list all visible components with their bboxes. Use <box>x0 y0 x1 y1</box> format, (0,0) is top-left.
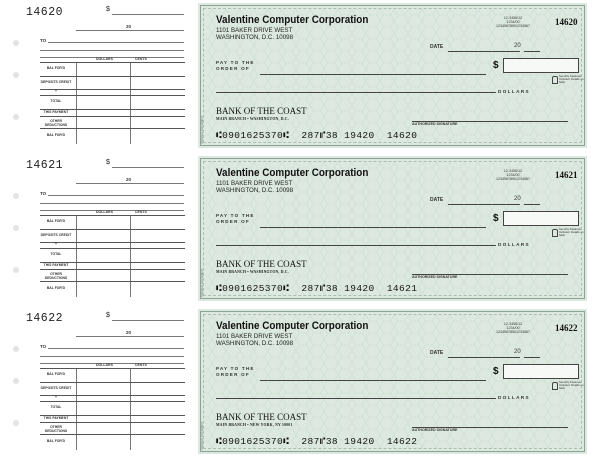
ledger-row[interactable] <box>40 62 185 63</box>
stub-cents-header: CENTS <box>135 57 147 61</box>
check-number: 14620 <box>555 17 578 27</box>
date-field[interactable] <box>448 357 520 358</box>
pay-to-line-2: ORDER OF <box>216 66 250 71</box>
stub-to-label: TO <box>40 38 47 43</box>
stub-amount-line[interactable] <box>112 14 184 15</box>
dollar-sign: $ <box>493 366 499 377</box>
stub-dollars-header: DOLLARS <box>96 57 113 61</box>
check-stub <box>0 0 195 150</box>
stub-dollar-sign: $ <box>106 312 110 319</box>
authorized-signature-label: AUTHORIZED SIGNATURE <box>412 122 458 126</box>
date-century: 20 <box>514 349 521 355</box>
routing-line-2: 1234/00 <box>506 326 520 331</box>
check <box>198 156 587 301</box>
written-amount-field[interactable] <box>216 398 496 399</box>
dollar-sign: $ <box>493 213 499 224</box>
ledger-divider <box>130 62 131 144</box>
micr-line: ⑆0901625370⑆ 287⑈38 19420 14622 <box>216 436 418 447</box>
stub-ledger <box>40 363 185 450</box>
routing-line-1: 12-3456/12 <box>503 169 523 173</box>
ledger-row[interactable] <box>40 281 185 282</box>
date-year-field[interactable] <box>524 357 540 358</box>
stub-to-line[interactable] <box>48 348 184 349</box>
stub-dollar-sign: $ <box>106 6 110 13</box>
stub-date-line[interactable] <box>76 336 184 337</box>
bank-branch: MAIN BRANCH • NEW YORK, NY 10001 <box>216 423 293 427</box>
check-row <box>0 0 600 150</box>
ledger-divider <box>76 215 77 297</box>
company-name: Valentine Computer Corporation <box>216 320 369 332</box>
pay-to-label <box>216 366 255 378</box>
pay-to-label <box>216 60 255 72</box>
security-features-note: Security Features Included. Details on back. <box>559 74 584 85</box>
pay-to-label <box>216 213 255 225</box>
routing-line-3: 12345678901234567 <box>496 330 530 335</box>
stub-to-line[interactable] <box>48 42 184 43</box>
amount-box[interactable] <box>503 211 579 226</box>
ledger-row-label: OTHER DEDUCTIONS <box>44 425 68 433</box>
written-amount-field[interactable] <box>216 245 496 246</box>
ledger-row-label: TOTAL <box>50 405 62 409</box>
payee-field[interactable] <box>260 227 486 228</box>
date-label: DATE <box>430 44 444 50</box>
company-address-line-1: 1101 BAKER DRIVE WEST <box>216 180 293 187</box>
ledger-row[interactable] <box>40 76 185 77</box>
routing-line-3: 12345678901234567 <box>496 24 530 29</box>
ledger-row-label: DEPOSITS CREDIT <box>40 385 72 390</box>
date-year-field[interactable] <box>524 204 540 205</box>
ledger-row[interactable] <box>40 248 185 249</box>
ledger-row[interactable] <box>40 269 185 270</box>
ledger-row[interactable] <box>40 116 185 117</box>
authorized-signature-label: AUTHORIZED SIGNATURE <box>412 428 458 432</box>
check-stub <box>0 306 195 456</box>
ledger-row-label: BAL FOR'D <box>46 286 66 290</box>
check <box>198 309 587 454</box>
side-security-text: ORIGINAL DOCUMENT <box>201 269 204 298</box>
ledger-row[interactable] <box>40 229 185 230</box>
ledger-divider <box>76 62 77 144</box>
ledger-row-label: + <box>55 242 57 246</box>
stub-amount-line[interactable] <box>112 167 184 168</box>
ledger-row-label: BAL FOR'D <box>46 219 66 223</box>
dollars-label: DOLLARS <box>498 89 531 94</box>
ledger-row-label: OTHER DEDUCTIONS <box>44 119 68 127</box>
stub-date-line[interactable] <box>76 30 184 31</box>
lock-icon <box>552 382 558 390</box>
micr-line: ⑆0901625370⑆ 287⑈38 19420 14620 <box>216 130 418 141</box>
ledger-divider <box>76 368 77 450</box>
company-address-line-2: WASHINGTON, D.C. 10098 <box>216 34 294 41</box>
ledger-row-label: + <box>55 395 57 399</box>
ledger-row-label: OTHER DEDUCTIONS <box>44 272 68 280</box>
stub-to-line-2[interactable] <box>40 356 184 357</box>
ledger-row-label: + <box>55 89 57 93</box>
routing-line-1: 12-3456/12 <box>503 322 523 326</box>
company-address-line-2: WASHINGTON, D.C. 10098 <box>216 340 294 347</box>
ledger-row-label: DEPOSITS CREDIT <box>40 232 72 237</box>
stub-to-label: TO <box>40 344 47 349</box>
stub-check-number: 14620 <box>26 6 64 19</box>
amount-box[interactable] <box>503 364 579 379</box>
stub-cents-header: CENTS <box>135 210 147 214</box>
dollars-label: DOLLARS <box>498 242 531 247</box>
ledger-row-label: THIS PAYMENT <box>43 262 69 267</box>
ledger-row-label: BAL FOR'D <box>46 66 66 70</box>
stub-date-label: 20 <box>126 24 132 29</box>
ledger-divider <box>130 215 131 297</box>
stub-to-line-2[interactable] <box>40 50 184 51</box>
ledger-row-label: BAL FOR'D <box>46 372 66 376</box>
stub-date-label: 20 <box>126 330 132 335</box>
date-label: DATE <box>430 197 444 203</box>
amount-box[interactable] <box>503 58 579 73</box>
ledger-row[interactable] <box>40 434 185 435</box>
stub-to-label: TO <box>40 191 47 196</box>
bank-branch: MAIN BRANCH • WASHINGTON, D.C. <box>216 270 289 274</box>
check <box>198 3 587 148</box>
routing-line-1: 12-3456/12 <box>503 16 523 20</box>
stub-check-number: 14621 <box>26 159 64 172</box>
date-century: 20 <box>514 196 521 202</box>
check-number: 14621 <box>555 170 578 180</box>
pay-to-line-2: ORDER OF <box>216 372 250 377</box>
routing-line-3: 12345678901234567 <box>496 177 530 182</box>
company-name: Valentine Computer Corporation <box>216 167 369 179</box>
stub-check-number: 14622 <box>26 312 64 325</box>
check-stub <box>0 153 195 303</box>
ledger-row[interactable] <box>40 128 185 129</box>
stub-ledger <box>40 57 185 144</box>
date-label: DATE <box>430 350 444 356</box>
ledger-row[interactable] <box>40 422 185 423</box>
ledger-row[interactable] <box>40 215 185 216</box>
ledger-row-label: BAL FOR'D <box>46 439 66 443</box>
stub-date-line[interactable] <box>76 183 184 184</box>
date-field[interactable] <box>448 51 520 52</box>
date-century: 20 <box>514 43 521 49</box>
stub-cents-header: CENTS <box>135 363 147 367</box>
payee-field[interactable] <box>260 74 486 75</box>
ledger-row[interactable] <box>40 382 185 383</box>
pay-to-line-1: PAY TO THE <box>216 60 255 65</box>
company-address-line-1: 1101 BAKER DRIVE WEST <box>216 333 293 340</box>
stub-dollar-sign: $ <box>106 159 110 166</box>
fractional-routing <box>484 16 542 29</box>
stub-dollars-header: DOLLARS <box>96 210 113 214</box>
ledger-divider <box>130 368 131 450</box>
stub-date-label: 20 <box>126 177 132 182</box>
ledger-row-label: DEPOSITS CREDIT <box>40 79 72 84</box>
written-amount-field[interactable] <box>216 92 496 93</box>
ledger-row-label: BAL FOR'D <box>46 133 66 137</box>
pay-to-line-1: PAY TO THE <box>216 213 255 218</box>
lock-icon <box>552 76 558 84</box>
ledger-row[interactable] <box>40 401 185 402</box>
routing-line-2: 1234/00 <box>506 20 520 25</box>
side-security-text: ORIGINAL DOCUMENT <box>201 422 204 451</box>
lock-icon <box>552 229 558 237</box>
date-field[interactable] <box>448 204 520 205</box>
stub-to-line-2[interactable] <box>40 203 184 204</box>
security-features-note: Security Features Included. Details on back. <box>559 380 584 391</box>
pay-to-line-2: ORDER OF <box>216 219 250 224</box>
ledger-row-label: THIS PAYMENT <box>43 415 69 420</box>
micr-line: ⑆0901625370⑆ 287⑈38 19420 14621 <box>216 283 418 294</box>
side-security-text: ORIGINAL DOCUMENT <box>201 116 204 145</box>
bank-name: BANK OF THE COAST <box>216 412 307 422</box>
check-row <box>0 306 600 456</box>
company-name: Valentine Computer Corporation <box>216 14 369 26</box>
company-address-line-2: WASHINGTON, D.C. 10098 <box>216 187 294 194</box>
bank-branch: MAIN BRANCH • WASHINGTON, D.C. <box>216 117 289 121</box>
bank-name: BANK OF THE COAST <box>216 259 307 269</box>
check-row <box>0 153 600 303</box>
ledger-row-label: TOTAL <box>50 99 62 103</box>
routing-line-2: 1234/00 <box>506 173 520 178</box>
ledger-row-label: THIS PAYMENT <box>43 109 69 114</box>
fractional-routing <box>484 169 542 182</box>
company-address-line-1: 1101 BAKER DRIVE WEST <box>216 27 293 34</box>
date-year-field[interactable] <box>524 51 540 52</box>
dollars-label: DOLLARS <box>498 395 531 400</box>
fractional-routing <box>484 322 542 335</box>
stub-dollars-header: DOLLARS <box>96 363 113 367</box>
ledger-row[interactable] <box>40 95 185 96</box>
stub-to-line[interactable] <box>48 195 184 196</box>
stub-ledger <box>40 210 185 297</box>
ledger-row-label: TOTAL <box>50 252 62 256</box>
payee-field[interactable] <box>260 380 486 381</box>
stub-amount-line[interactable] <box>112 320 184 321</box>
check-number: 14622 <box>555 323 578 333</box>
security-features-note: Security Features Included. Details on back. <box>559 227 584 238</box>
dollar-sign: $ <box>493 60 499 71</box>
bank-name: BANK OF THE COAST <box>216 106 307 116</box>
authorized-signature-label: AUTHORIZED SIGNATURE <box>412 275 458 279</box>
pay-to-line-1: PAY TO THE <box>216 366 255 371</box>
ledger-row[interactable] <box>40 368 185 369</box>
